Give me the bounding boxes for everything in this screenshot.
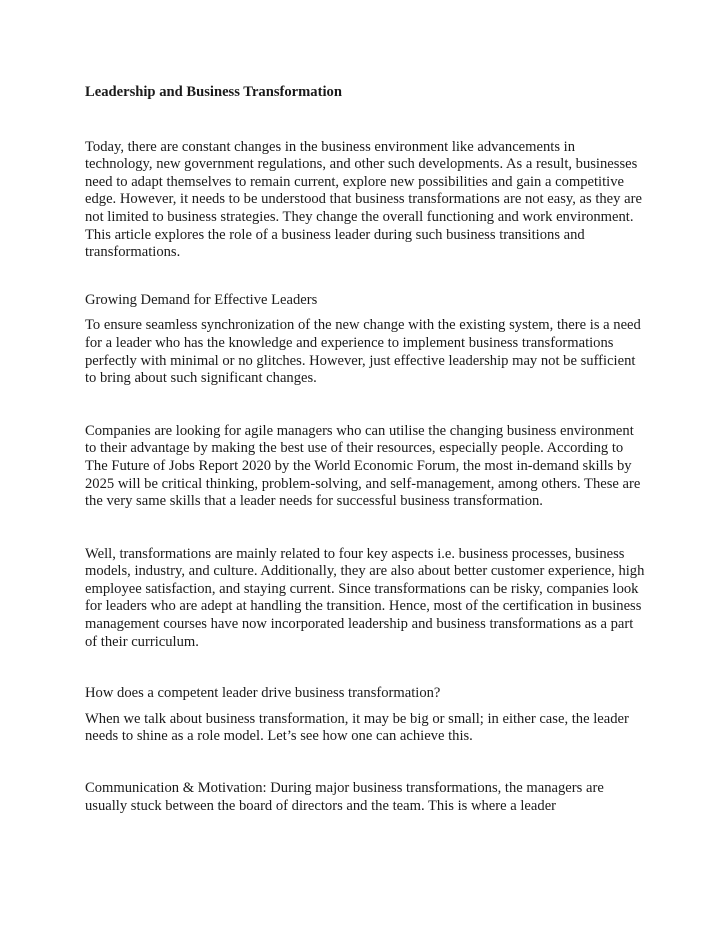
- document-title: Leadership and Business Transformation: [85, 84, 342, 100]
- paragraph-seamless-synchronization: To ensure seamless synchronization of the new change with the existing system, there is a need for a leader who has the knowledge and experience to implement business transformations perfectly with minimal or no glitches. However, just effective leadership may not be sufficient to bring about such significant changes.: [85, 317, 641, 387]
- paragraph-agile-managers: Companies are looking for agile managers who can utilise the changing business environment to their advantage by making the best use of their resources, especially people. According to The Future of Jobs Report 2020 by the World Economic Forum, the most in-demand skills by 2025 will be critical thinking, problem-solving, and self-management, among others. These are the very same skills that a leader needs for successful business transformation.: [85, 422, 641, 510]
- paragraph-key-aspects: Well, transformations are mainly related to four key aspects i.e. business processes, business models, industry, and culture. Additionally, they are also about better customer experience, high employee satisfaction, and staying current. Since transformations can be risky, companies look for leaders who are adept at handling the transition. Hence, most of the certification in business management courses have now incorporated leadership and business transformations as a part of their curriculum.: [85, 545, 645, 650]
- paragraph-communication-motivation: Communication & Motivation: During major business transformations, the managers are usually stuck between the board of directors and the team. This is where a leader: [85, 780, 604, 814]
- section-heading-growing-demand: Growing Demand for Effective Leaders: [85, 291, 318, 308]
- paragraph-role-model: When we talk about business transformation, it may be big or small; in either case, the leader needs to shine as a role model. Let’s see how one can achieve this.: [85, 710, 629, 745]
- section-heading-competent-leader: How does a competent leader drive business transformation?: [85, 685, 441, 702]
- intro-paragraph: Today, there are constant changes in the business environment like advancements in technology, new government regulations, and other such developments. As a result, businesses need to adapt themselves to remain current, explore new possibilities and gain a competitive edge. However, it needs to be understood that business transformations are not easy, as they are not limited to business strategies. They change the overall functioning and work environment. This article explores the role of a business leader during such business transitions and transformations.: [85, 138, 642, 261]
- document-page: [85, 84, 645, 815]
